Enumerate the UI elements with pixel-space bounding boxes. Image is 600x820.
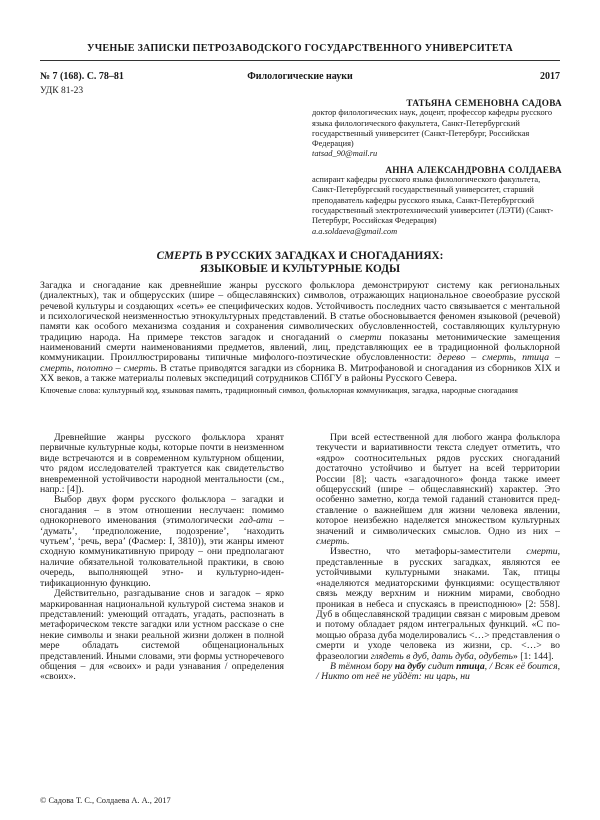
udk-code: УДК 81-23: [40, 86, 84, 96]
journal-title: УЧЕНЫЕ ЗАПИСКИ ПЕТРОЗАВОДСКОГО ГОСУДАРСТВЕННОГО УНИВЕРСИТЕТА: [87, 43, 513, 54]
abstract: [40, 281, 560, 396]
author-affiliation: аспирант кафедры русского языка филологического факультета, Санкт-Петербургский государственный университет, старший преподаватель кафедры русского языка, Санкт-Петербургский государственный электротехнический университет (ЛЭТИ) (Санкт-Петербург, Российская Федерация): [312, 175, 554, 226]
author-affiliation: доктор филологических наук, доцент, профессор кафедры русского языка филологического факультета, Санкт-Петербургский государственный университет (Санкт-Петербург, Российская Федерация): [312, 108, 553, 149]
abstract-text: . В статье приводятся загадки из сборника В. Митрофановой и сногадания из сборников XIX и XX веков, а также материалы полевых экспедиций сотрудников СПбГУ в районы Русского Севера.: [40, 362, 560, 385]
paragraph: Действительно, разгадывание снов и загадок – ярко маркированная национальной культурой система знаков и представлений: умеющий отгадать, угадать, распознать в метафорическом тексте загадки или устном рассказе о сне некие символы и знаки реальной жизни должен в полной мере обладать системой общенациональных представлений. Иными словами, эти формы устноречевого общения – для «своих» и ради узнавания / определения «своих».: [40, 588, 284, 683]
issue-year: 2017: [540, 71, 560, 82]
issue-info: № 7 (168). С. 78–81: [40, 71, 124, 82]
riddle-quote: В тёмном бору на дубу сидит птица, / Всяк её боится, / Никто от неё не уйдёт: ни царь, ни: [316, 660, 560, 683]
title-italic-word: СМЕРТЬ: [156, 250, 203, 262]
header-rule: [40, 60, 560, 61]
section-name: Филологические науки: [247, 71, 353, 82]
body-column-right: [316, 433, 560, 683]
paragraph: Выбор двух форм русского фольклора – загадки и сногадания – в этом отношении неслучаен: помимо однокорневого именования (этимологически гад-ати – ‘думать’, ‘предположение, подозрение’, ‘находить чутьем’, ‘речь, вера’ (Фасмер: I, 3810)), эти жанры имеют сходную коммуникативную природу – они предполагают наличие обязательной толковательной практики, в свою очередь, выполняющей этно- и культурно-идентификационную функцию.: [40, 494, 285, 589]
keywords: Ключевые слова: культурный код, языковая память, традиционный символ, фольклорная коммуникация, загадка, народные сногадания: [40, 386, 518, 396]
paragraph: При всей естественной для любого жанра фольклора текучести и вариативности текста следует отметить, что «ядро» соотносительных рядов русских сногаданий достаточно устойчиво и бытует на всей территории России [8]; часть «загадочного» фонда также имеет общерусский (шире – общеславянский) характер. Это особенно заметно, когда темой гаданий становится представление о важнейшем для жизни человека явлении, которое неизбежно наделяется множеством культурных значений и символических смыслов. Одно из них – смерть.: [316, 432, 560, 548]
abstract-text: Загадка и сногадание как древнейшие жанры русского фольклора демонстрируют систему как региональных (диалектных), так и общерусских (шире – общеславянских) символов, отражающих национальное своеобразие русской речевой культуры и создающих «сеть» ее специфических кодов. Устойчивость последних часто связывается с ментальной и психологической неизменностью этнокультурных представлений. В статье обосновывается феномен языковой (речевой) памяти как особого механизма создания и сохранения символических обусловленностей, составляющих культурную традицию народа. На примере текстов загадок и сногаданий о: [40, 280, 560, 343]
author-name: ТАТЬЯНА СЕМЕНОВНА САДОВА: [406, 98, 562, 108]
authors-block: [312, 98, 562, 237]
copyright: © Садова Т. С., Солдаева А. А., 2017: [40, 796, 171, 805]
abstract-text: показаны метонимические замещения наименований смерти наименованиями предметов, явлений, лиц, представляющих ее в традиционной фольклорной коммуникации. Проиллюстрированы типичные мифолого-поэтические обусловленности:: [40, 331, 560, 364]
body-column-left: [40, 433, 284, 683]
author-email[interactable]: a.a.soldaeva@gmail.com: [312, 226, 398, 236]
author-name: АННА АЛЕКСАНДРОВНА СОЛДАЕВА: [385, 164, 562, 175]
title-line2: ЯЗЫКОВЫЕ И КУЛЬТУРНЫЕ КОДЫ: [199, 263, 401, 275]
abstract-italic: дерево – смерть, птица – смерть, полотно – смерть: [40, 352, 560, 374]
paragraph: Древнейшие жанры русского фольклора хранят первичные культурные коды, которые почти в неизменном виде встречаются и в современном культурном общении, что рядом исследователей трактуется как свидетельство вневременной устойчивости народной ментальности (см., напр.: [4]).: [40, 432, 284, 496]
abstract-italic: смерти: [349, 331, 382, 343]
author-email[interactable]: tatsad_90@mail.ru: [312, 149, 378, 159]
paragraph: Известно, что метафоры-заместители смерти, представленные в русских загадках, являются ее устойчивыми культурными знаками. Так, птицы «наделяются медиаторскими функциями: осуществляют связь между верхним и нижним мирами, свободно проникая в небеса и спускаясь в преисподнюю» [2: 558]. Дуб в общеславянской традиции связан с мировым древом и потому обладает рядом интегральных функций. «С помощью образа дуба моделировались <…> представления о смерти и уходе человека из жизни, ср. <…> во фразеологии глядеть в дуб, дать дуба, одубеть» [1: 144].: [316, 546, 560, 662]
title-line1: В РУССКИХ ЗАГАДКАХ И СНОГАДАНИЯХ:: [202, 250, 444, 262]
article-title: [40, 250, 560, 276]
